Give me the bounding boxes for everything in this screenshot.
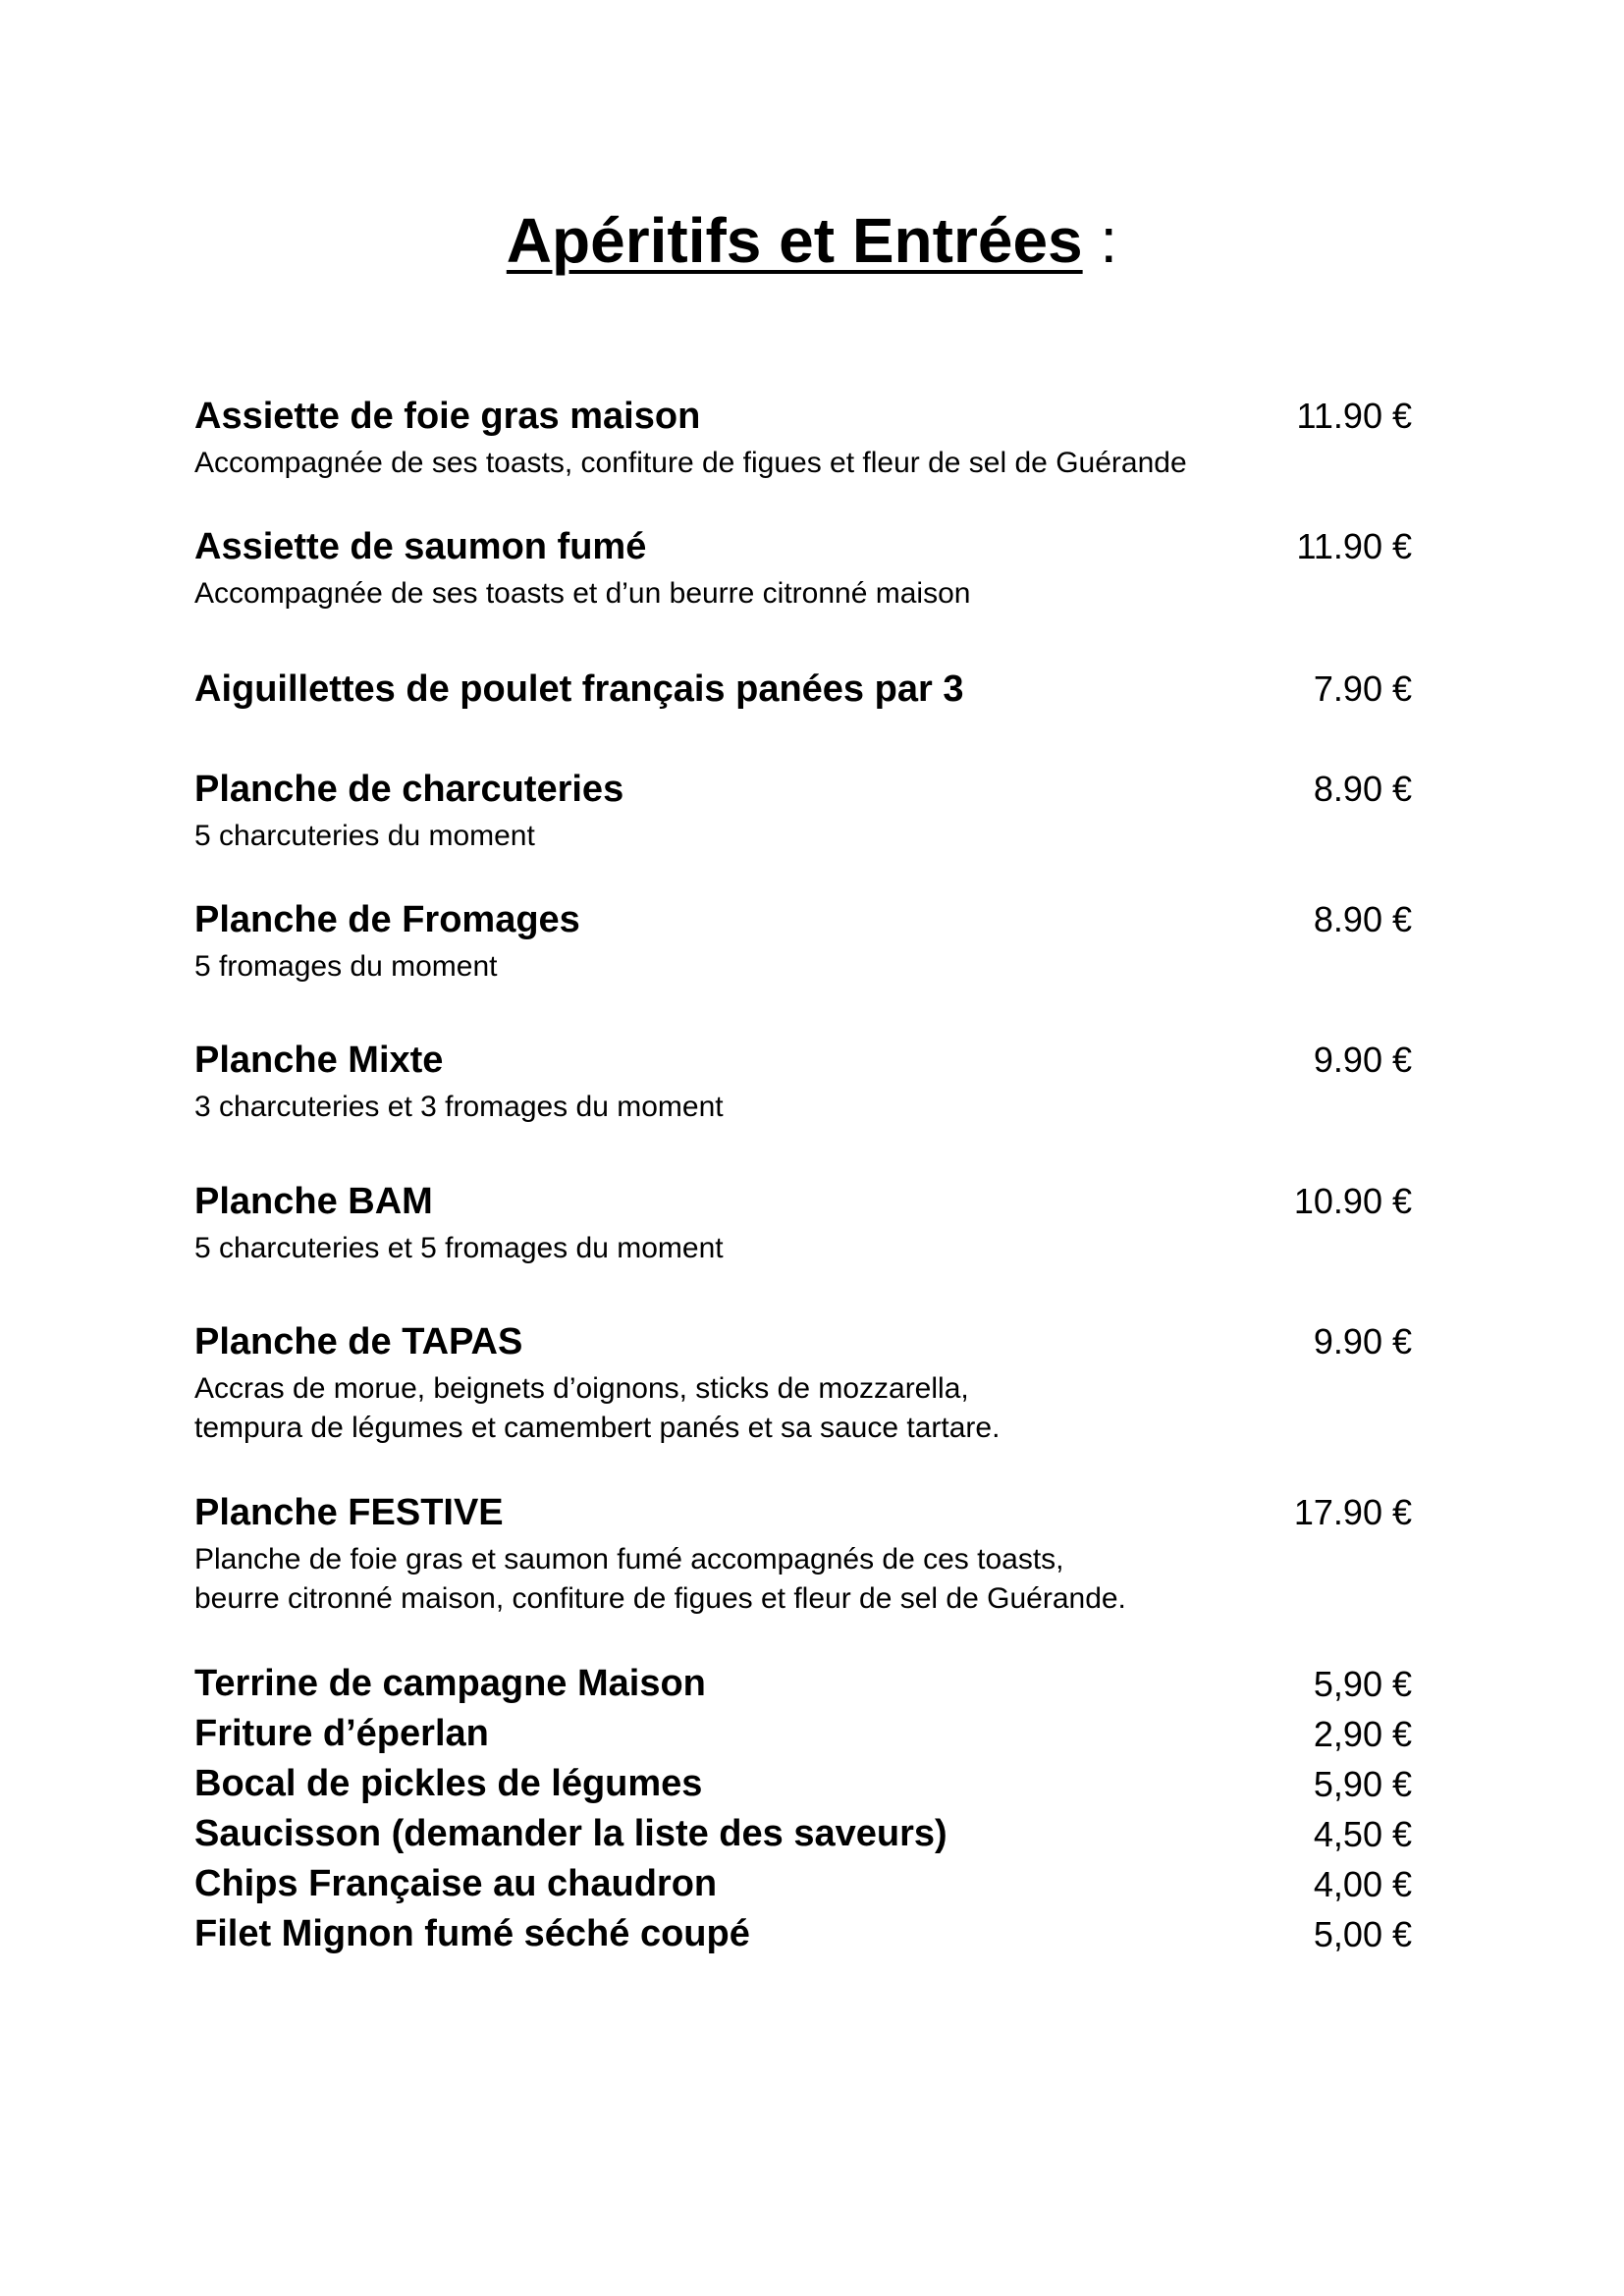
menu-item	[194, 1318, 1412, 1448]
menu-item-description	[194, 1088, 1412, 1127]
list-item-price: 5,90 €	[1313, 1664, 1412, 1704]
menu-item-name: Planche BAM	[194, 1181, 433, 1222]
list-item-name: Chips Française au chaudron	[194, 1863, 718, 1904]
simple-items-list	[194, 1659, 1412, 1959]
page-title	[0, 201, 1624, 280]
list-item	[194, 1759, 1412, 1809]
menu-item-description	[194, 574, 1412, 614]
menu-item-description-line: Planche de foie gras et saumon fumé accompagnés de ces toasts,	[194, 1543, 1064, 1575]
menu-item-price: 9.90 €	[1313, 1040, 1412, 1080]
menu-item-description	[194, 1229, 1412, 1268]
menu-item-price: 17.90 €	[1293, 1492, 1412, 1532]
menu-item	[194, 896, 1412, 987]
menu-item-name: Planche Mixte	[194, 1040, 444, 1081]
list-item-name: Friture d’éperlan	[194, 1713, 489, 1754]
menu-item-description	[194, 1540, 1412, 1619]
menu-item-description	[194, 444, 1412, 483]
menu-item-name: Planche de Fromages	[194, 899, 580, 940]
menu-item-price: 11.90 €	[1296, 396, 1412, 436]
menu-item-description-line: 5 charcuteries du moment	[194, 820, 535, 852]
menu-item-description-line: Accras de morue, beignets d’oignons, sticks de mozzarella,	[194, 1372, 969, 1405]
menu-item-name: Planche de charcuteries	[194, 769, 624, 810]
menu-item-price: 11.90 €	[1296, 526, 1412, 566]
menu-item	[194, 393, 1412, 483]
list-item-price: 4,50 €	[1313, 1814, 1412, 1854]
list-item-price: 5,00 €	[1313, 1914, 1412, 1954]
list-item-name: Terrine de campagne Maison	[194, 1663, 706, 1704]
menu-item-description-line: Accompagnée de ses toasts, confiture de figues et fleur de sel de Guérande	[194, 447, 1187, 479]
menu-item-name: Planche de TAPAS	[194, 1321, 523, 1362]
list-item-name: Bocal de pickles de légumes	[194, 1763, 703, 1804]
menu-item-name: Planche FESTIVE	[194, 1492, 504, 1533]
menu-item-price: 8.90 €	[1313, 899, 1412, 939]
menu-item-description-line: tempura de légumes et camembert panés et sa sauce tartare.	[194, 1412, 1001, 1444]
list-item-price: 4,00 €	[1313, 1864, 1412, 1904]
menu-item-description	[194, 817, 1412, 856]
menu-item-name: Aiguillettes de poulet français panées par 3	[194, 668, 964, 710]
menu-item-price: 7.90 €	[1313, 668, 1412, 709]
menu-item	[194, 1178, 1412, 1268]
menu-item-description	[194, 1369, 1412, 1448]
menu-item-description-line: beurre citronné maison, confiture de figues et fleur de sel de Guérande.	[194, 1582, 1126, 1615]
menu-item-description-line: 5 fromages du moment	[194, 950, 498, 983]
list-item-name: Saucisson (demander la liste des saveurs)	[194, 1813, 947, 1854]
menu-item	[194, 1037, 1412, 1127]
menu-item-description-line: 5 charcuteries et 5 fromages du moment	[194, 1232, 724, 1264]
menu-item-name: Assiette de saumon fumé	[194, 526, 647, 567]
menu-item	[194, 766, 1412, 856]
page-title-colon: :	[1082, 205, 1118, 276]
menu-item-price: 8.90 €	[1313, 769, 1412, 809]
menu-item-description-line: 3 charcuteries et 3 fromages du moment	[194, 1091, 724, 1123]
menu-item	[194, 1489, 1412, 1619]
menu-item-price: 10.90 €	[1293, 1181, 1412, 1221]
menu-item	[194, 666, 1412, 713]
menu-item-name: Assiette de foie gras maison	[194, 396, 701, 437]
menu-item-description-line: Accompagnée de ses toasts et d’un beurre citronné maison	[194, 577, 971, 610]
list-item	[194, 1659, 1412, 1709]
menu-item-description	[194, 947, 1412, 987]
list-item	[194, 1859, 1412, 1909]
list-item-price: 5,90 €	[1313, 1764, 1412, 1804]
menu-item	[194, 523, 1412, 614]
list-item	[194, 1709, 1412, 1759]
list-item	[194, 1909, 1412, 1959]
list-item	[194, 1809, 1412, 1859]
list-item-name: Filet Mignon fumé séché coupé	[194, 1913, 750, 1954]
menu-item-price: 9.90 €	[1313, 1321, 1412, 1362]
list-item-price: 2,90 €	[1313, 1714, 1412, 1754]
page-title-text: Apéritifs et Entrées	[506, 205, 1083, 276]
